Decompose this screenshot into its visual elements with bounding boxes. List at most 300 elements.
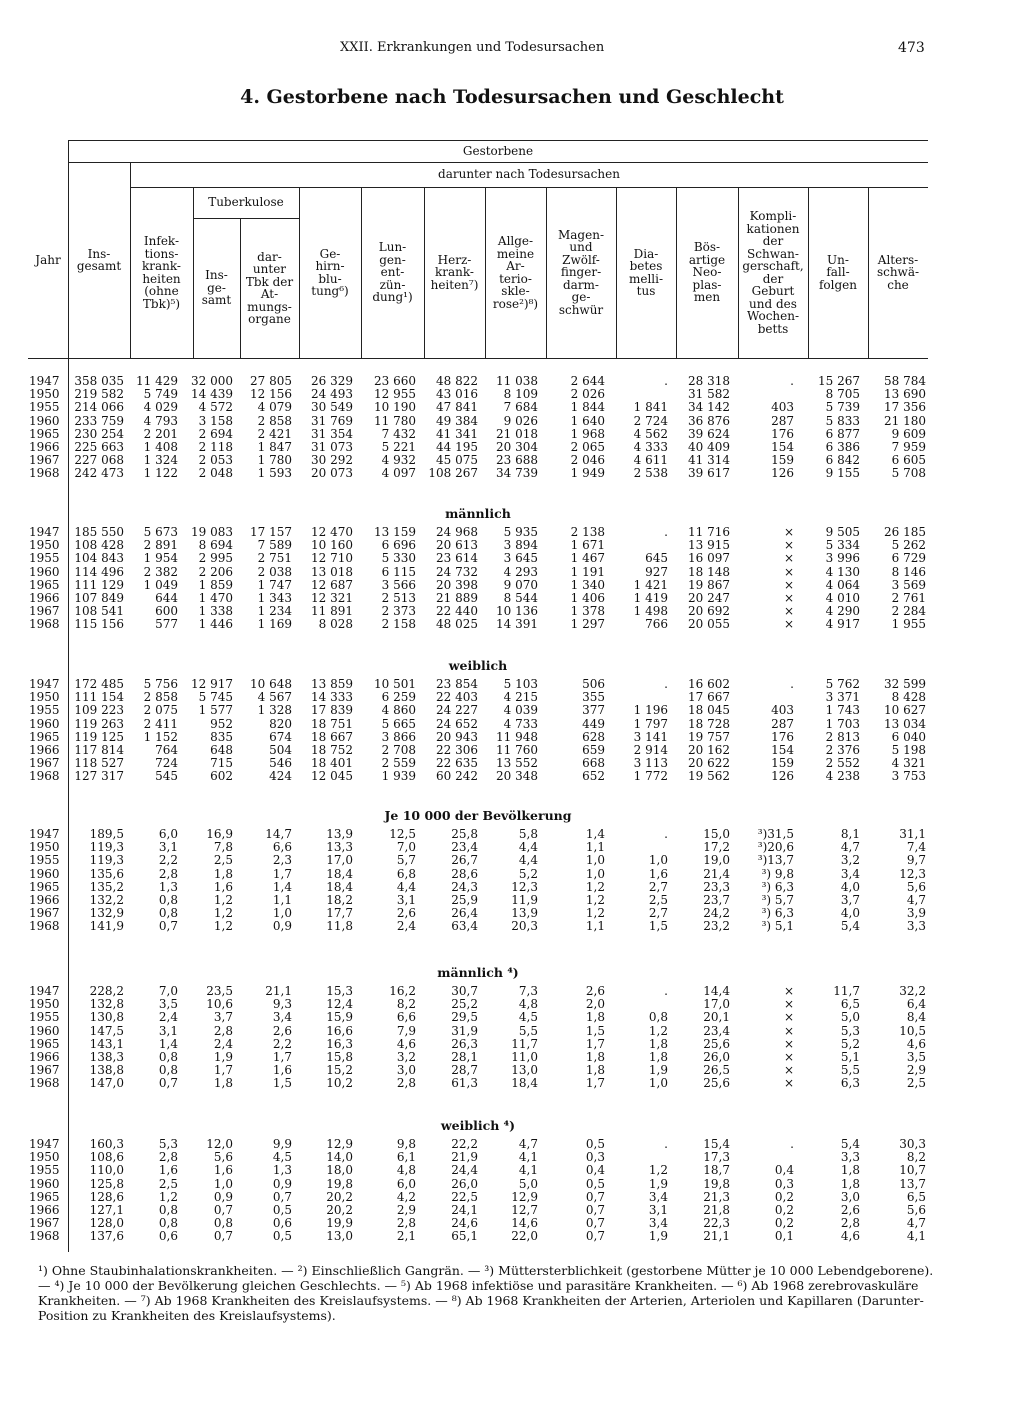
value-cell: 1,0 [213, 1176, 233, 1191]
value-cell: 2 158 [381, 617, 416, 632]
value-cell: 13 552 [496, 756, 538, 771]
value-cell: 8,2 [396, 997, 416, 1012]
value-cell: 403 [771, 400, 794, 415]
value-cell: 600 [155, 604, 178, 619]
value-cell: 1,8 [585, 1050, 605, 1064]
table-row [28, 1230, 928, 1242]
value-cell: 15,3 [326, 984, 353, 998]
value-cell: 6 729 [891, 551, 926, 566]
value-cell: 23,4 [703, 1023, 730, 1038]
footnotes: ¹) Ohne Staubinhalationskrankheiten. — ²) Einschließlich Gangrän. — ³) Müttersterblichkeit (gestorbene Mütter je 10 000 Lebendgeborene). — ⁴) Je 10 000 der Bevölkerung gleichen Geschlechts. — ⁵) Ab 1968 infektiöse und parasitäre Krankheiten. — ⁶) Ab 1968 zerebrovaskuläre Krankheiten. — ⁷) Ab 1968 Krankheiten des Kreislaufsystems. — ⁸) Ab 1968 Krankheiten der Arterien, Arteriolen und Kapillaren (Darunter-Position zu Krankheiten des Kreislaufsystems). [38, 1263, 934, 1323]
value-cell: 1 446 [198, 617, 233, 632]
value-cell: 22,5 [451, 1189, 478, 1204]
table-row [28, 467, 928, 479]
value-cell: 12,9 [326, 1137, 353, 1151]
value-cell: 40 409 [688, 440, 730, 454]
value-cell: × [783, 1063, 794, 1078]
value-cell: 2 858 [257, 413, 292, 428]
value-cell: 2,9 [396, 1203, 416, 1217]
table-row [28, 441, 928, 453]
value-cell: 6 115 [381, 564, 416, 579]
value-cell: 11 948 [496, 729, 538, 744]
section-label: weiblich [448, 658, 508, 673]
value-cell: 22 306 [436, 743, 478, 757]
section-label: Je 10 000 der Bevölkerung [384, 808, 572, 823]
value-cell: 11,0 [511, 1050, 538, 1064]
value-cell: 1 955 [891, 617, 926, 632]
value-cell: 135,2 [89, 879, 124, 894]
value-cell: 13,9 [511, 906, 538, 921]
value-cell: 48 025 [436, 617, 478, 632]
value-cell: 2 761 [891, 591, 926, 605]
year-cell: 1968 [29, 1076, 60, 1091]
value-cell: 44 195 [436, 440, 478, 454]
value-cell: 1 122 [143, 466, 178, 481]
value-cell: 724 [155, 756, 178, 771]
year-cell: 1965 [29, 1036, 60, 1051]
value-cell: 1,0 [648, 853, 668, 868]
value-cell: 2,8 [213, 1023, 233, 1038]
value-cell: 2,8 [158, 866, 178, 881]
value-cell: 233 759 [74, 413, 124, 428]
value-cell: 11 038 [496, 374, 538, 388]
table-row [28, 770, 928, 782]
value-cell: 172 485 [74, 677, 124, 691]
value-cell: 7 432 [381, 426, 416, 441]
value-cell: 6 605 [891, 453, 926, 468]
table-row [28, 375, 928, 387]
value-cell: 1,7 [272, 866, 292, 881]
value-cell: 8 544 [503, 591, 538, 605]
value-cell: 1,6 [213, 1163, 233, 1178]
value-cell: × [783, 997, 794, 1012]
value-cell: 6 259 [381, 690, 416, 705]
value-cell: 1,2 [585, 906, 605, 921]
value-cell: 5,5 [840, 1063, 860, 1078]
value-cell: 31 354 [311, 426, 353, 441]
value-cell: 12,3 [511, 879, 538, 894]
value-cell: 0,7 [158, 1076, 178, 1091]
value-cell: 2,1 [396, 1229, 416, 1244]
value-cell: 4 611 [633, 453, 668, 468]
value-cell: 17,0 [326, 853, 353, 868]
value-cell: 15,0 [703, 827, 730, 841]
value-cell: 128,0 [89, 1216, 124, 1231]
value-cell: 24,4 [451, 1163, 478, 1178]
value-cell: 577 [155, 617, 178, 632]
value-cell: 6,8 [396, 866, 416, 881]
value-cell: 12 045 [311, 769, 353, 784]
value-cell: 22 403 [436, 690, 478, 705]
value-cell: 1,4 [272, 879, 292, 894]
value-cell: 18,4 [326, 879, 353, 894]
value-cell: 132,2 [89, 893, 124, 907]
table-row [28, 1038, 928, 1050]
value-cell: × [783, 1023, 794, 1038]
value-cell: 20,2 [326, 1189, 353, 1204]
year-cell: 1950 [29, 997, 60, 1012]
value-cell: 3,9 [906, 906, 926, 921]
value-cell: 4 290 [825, 604, 860, 619]
table-row [28, 704, 928, 716]
value-cell: 189,5 [89, 827, 124, 841]
value-cell: 5 262 [891, 538, 926, 553]
value-cell: 3,1 [648, 1203, 668, 1217]
value-cell: 32 000 [191, 374, 233, 388]
value-cell: 2,6 [272, 1023, 292, 1038]
value-cell: 6,4 [906, 997, 926, 1012]
column-header: Bös- artige Neo- plas- men [688, 240, 726, 305]
value-cell: ³) 9,8 [761, 866, 794, 881]
value-cell: 1,6 [158, 1163, 178, 1178]
value-cell: 30,7 [451, 984, 478, 998]
value-cell: ³) 6,3 [761, 906, 794, 921]
value-cell: 30 292 [311, 453, 353, 468]
value-cell: 2 751 [257, 551, 292, 566]
table-row [28, 841, 928, 853]
value-cell: 952 [210, 716, 233, 731]
value-cell: 9,3 [272, 997, 292, 1012]
value-cell: 1,8 [648, 1050, 668, 1064]
value-cell: 3,1 [396, 893, 416, 907]
value-cell: 18 728 [688, 716, 730, 731]
table-row [28, 757, 928, 769]
value-cell: 1,8 [648, 1036, 668, 1051]
value-cell: 7 684 [503, 400, 538, 415]
value-cell: 24,3 [451, 879, 478, 894]
value-cell: 11,9 [511, 893, 538, 907]
value-cell: 23 854 [436, 677, 478, 691]
value-cell: 24 493 [311, 387, 353, 402]
value-cell: 130,8 [89, 1010, 124, 1025]
year-cell: 1965 [29, 426, 60, 441]
value-cell: 3,2 [396, 1050, 416, 1064]
value-cell: 6 386 [825, 440, 860, 454]
value-cell: 652 [582, 769, 605, 784]
value-cell: 1 408 [143, 440, 178, 454]
value-cell: 9 505 [825, 525, 860, 539]
value-cell: 1 743 [825, 703, 860, 718]
value-cell: 21,9 [451, 1150, 478, 1165]
year-cell: 1966 [29, 591, 60, 605]
column-header: Un- fall- folgen [818, 252, 857, 292]
value-cell: 10,5 [899, 1023, 926, 1038]
value-cell: 18,4 [326, 866, 353, 881]
value-cell: 24,1 [451, 1203, 478, 1217]
year-cell: 1968 [29, 919, 60, 934]
value-cell: 26,0 [451, 1176, 478, 1191]
value-cell: 766 [645, 617, 668, 632]
year-cell: 1966 [29, 1203, 60, 1217]
value-cell: 7,4 [906, 840, 926, 855]
column-header: Ins- gesamt [76, 246, 122, 273]
value-cell: 6 842 [825, 453, 860, 468]
table-row [28, 744, 928, 756]
value-cell: 12,3 [899, 866, 926, 881]
value-cell: 3,5 [158, 997, 178, 1012]
value-cell: 659 [582, 743, 605, 757]
value-cell: 22,0 [511, 1229, 538, 1244]
value-cell: 20 398 [436, 577, 478, 592]
value-cell: 1 049 [143, 577, 178, 592]
table-row [28, 718, 928, 730]
value-cell: 126 [771, 769, 794, 784]
value-cell: 1,9 [213, 1050, 233, 1064]
value-cell: 132,8 [89, 997, 124, 1012]
value-cell: 3 158 [198, 413, 233, 428]
value-cell: 5,3 [840, 1023, 860, 1038]
year-cell: 1950 [29, 1150, 60, 1165]
value-cell: 1,8 [213, 1076, 233, 1091]
year-cell: 1967 [29, 453, 60, 468]
value-cell: 15,2 [326, 1063, 353, 1078]
value-cell: 13 859 [311, 677, 353, 691]
table-row [28, 828, 928, 840]
value-cell: 119,3 [89, 853, 124, 868]
value-cell: 4 572 [198, 400, 233, 415]
value-cell: 36 876 [688, 413, 730, 428]
value-cell: 17 157 [250, 525, 292, 539]
value-cell: 19 867 [688, 577, 730, 592]
value-cell: 176 [771, 426, 794, 441]
value-cell: 19,8 [326, 1176, 353, 1191]
value-cell: 6,5 [840, 997, 860, 1012]
value-cell: 1,5 [272, 1076, 292, 1091]
value-cell: 2,7 [648, 906, 668, 921]
value-cell: 4 238 [825, 769, 860, 784]
value-cell: 18,4 [511, 1076, 538, 1091]
value-cell: 4,1 [906, 1229, 926, 1244]
value-cell: 2 724 [633, 413, 668, 428]
value-cell: 10 501 [374, 677, 416, 691]
value-cell: 1,5 [648, 919, 668, 934]
value-cell: 2,2 [158, 853, 178, 868]
value-cell: 3 566 [381, 577, 416, 592]
value-cell: 32,2 [899, 984, 926, 998]
value-cell: 128,6 [89, 1189, 124, 1204]
value-cell: 3 894 [503, 538, 538, 553]
value-cell: 8,1 [840, 827, 860, 841]
value-cell: 5 103 [503, 677, 538, 691]
value-cell: 4 793 [143, 413, 178, 428]
value-cell: . [664, 677, 668, 691]
table-row [28, 920, 928, 932]
value-cell: 9 070 [503, 577, 538, 592]
value-cell: 4,1 [518, 1163, 538, 1178]
value-cell: 3,1 [158, 1023, 178, 1038]
value-cell: 4,1 [518, 1150, 538, 1165]
value-cell: 19,8 [703, 1176, 730, 1191]
value-cell: 27 805 [250, 374, 292, 388]
value-cell: 19,9 [326, 1216, 353, 1231]
value-cell: 1 234 [257, 604, 292, 619]
value-cell: 2 201 [143, 426, 178, 441]
value-cell: 2,5 [906, 1076, 926, 1091]
value-cell: 14 439 [191, 387, 233, 402]
value-cell: 230 254 [74, 426, 124, 441]
value-cell: 1,8 [840, 1176, 860, 1191]
value-cell: 0,8 [158, 1203, 178, 1217]
value-cell: 5 665 [381, 716, 416, 731]
year-cell: 1955 [29, 703, 60, 718]
value-cell: 449 [582, 716, 605, 731]
table-row [28, 731, 928, 743]
value-cell: 1,7 [585, 1036, 605, 1051]
value-cell: ³)13,7 [757, 853, 794, 868]
year-cell: 1950 [29, 538, 60, 553]
value-cell: 1,2 [585, 893, 605, 907]
value-cell: 12,7 [511, 1203, 538, 1217]
value-cell: 0,7 [272, 1189, 292, 1204]
value-cell: 0,8 [158, 1063, 178, 1078]
value-cell: 377 [582, 703, 605, 718]
value-cell: 5 756 [143, 677, 178, 691]
value-cell: 12 470 [311, 525, 353, 539]
value-cell: 15,8 [326, 1050, 353, 1064]
section-label: weiblich ⁴) [440, 1118, 516, 1133]
value-cell: 403 [771, 703, 794, 718]
value-cell: 10 190 [374, 400, 416, 415]
table-row [28, 526, 928, 538]
value-cell: 24 968 [436, 525, 478, 539]
value-cell: 108,6 [89, 1150, 124, 1165]
value-cell: 13 915 [688, 538, 730, 553]
value-cell: 3,7 [213, 1010, 233, 1025]
value-cell: 1 841 [633, 400, 668, 415]
value-cell: 11 716 [688, 525, 730, 539]
value-cell: 24,6 [451, 1216, 478, 1231]
table-row [28, 894, 928, 906]
value-cell: 7,0 [396, 840, 416, 855]
value-cell: 28 318 [688, 374, 730, 388]
value-cell: 18 751 [311, 716, 353, 731]
value-cell: × [783, 591, 794, 605]
value-cell: 31 073 [311, 440, 353, 454]
value-cell: 47 841 [436, 400, 478, 415]
value-cell: 506 [582, 677, 605, 691]
value-cell: 5,2 [518, 866, 538, 881]
value-cell: 1 939 [381, 769, 416, 784]
value-cell: × [783, 577, 794, 592]
value-cell: 39 617 [688, 466, 730, 481]
value-cell: 119 263 [74, 716, 124, 731]
value-cell: 3,0 [396, 1063, 416, 1078]
table-row [28, 618, 928, 630]
value-cell: × [783, 525, 794, 539]
value-cell: 2,5 [158, 1176, 178, 1191]
value-cell: 10 627 [884, 703, 926, 718]
value-cell: 17,3 [703, 1150, 730, 1165]
value-cell: 1 847 [257, 440, 292, 454]
value-cell: 1,2 [213, 919, 233, 934]
value-cell: 24 732 [436, 564, 478, 579]
value-cell: 1,6 [213, 879, 233, 894]
value-cell: 138,8 [89, 1063, 124, 1078]
table-row [28, 539, 928, 551]
value-cell: 1 343 [257, 591, 292, 605]
value-cell: 4 064 [825, 577, 860, 592]
value-cell: 2 138 [570, 525, 605, 539]
value-cell: 0,8 [158, 893, 178, 907]
value-cell: 22 440 [436, 604, 478, 619]
value-cell: 1,8 [840, 1163, 860, 1178]
value-cell: 132,9 [89, 906, 124, 921]
year-cell: 1950 [29, 690, 60, 705]
year-cell: 1960 [29, 1023, 60, 1038]
value-cell: 1 844 [570, 400, 605, 415]
value-cell: 18 148 [688, 564, 730, 579]
value-cell: 22,3 [703, 1216, 730, 1231]
value-cell: 0,3 [585, 1150, 605, 1165]
value-cell: 1,0 [648, 1076, 668, 1091]
value-cell: 108 541 [74, 604, 124, 619]
value-cell: 16,9 [206, 827, 233, 841]
value-cell: 26,7 [451, 853, 478, 868]
column-header: Infek- tions- krank- heiten (ohne Tbk)⁵) [141, 234, 181, 311]
value-cell: 21 180 [884, 413, 926, 428]
table-row [28, 592, 928, 604]
value-cell: 6,1 [396, 1150, 416, 1165]
table-row [28, 401, 928, 413]
value-cell: 2 382 [143, 564, 178, 579]
page-title: 4. Gestorbene nach Todesursachen und Geschlecht [240, 86, 784, 108]
value-cell: 65,1 [451, 1229, 478, 1244]
value-cell: 154 [771, 440, 794, 454]
value-cell: 3,4 [272, 1010, 292, 1025]
value-cell: 0,5 [272, 1229, 292, 1244]
value-cell: 31,9 [451, 1023, 478, 1038]
table-row [28, 868, 928, 880]
value-cell: . [790, 1137, 794, 1151]
value-cell: 34 142 [688, 400, 730, 415]
value-cell: 61,3 [451, 1076, 478, 1091]
value-cell: 3 569 [891, 577, 926, 592]
value-cell: 13,7 [899, 1176, 926, 1191]
value-cell: 3,3 [840, 1150, 860, 1165]
value-cell: 0,8 [158, 1216, 178, 1231]
value-cell: 1,5 [585, 1023, 605, 1038]
value-cell: 9 155 [825, 466, 860, 481]
value-cell: 8 028 [318, 617, 353, 632]
value-cell: 1,2 [585, 879, 605, 894]
value-cell: 20,1 [703, 1010, 730, 1025]
value-cell: 9 609 [891, 426, 926, 441]
value-cell: 25,2 [451, 997, 478, 1012]
value-cell: 24 652 [436, 716, 478, 731]
value-cell: 4,6 [396, 1036, 416, 1051]
value-cell: 4,7 [906, 893, 926, 907]
value-cell: 0,4 [774, 1163, 794, 1178]
value-cell: 2 858 [143, 690, 178, 705]
value-cell: 5 762 [825, 677, 860, 691]
value-cell: 5 935 [503, 525, 538, 539]
value-cell: 110,0 [89, 1163, 124, 1178]
value-cell: 5,7 [396, 853, 416, 868]
value-cell: 4 932 [381, 453, 416, 468]
value-cell: 8 428 [891, 690, 926, 705]
value-cell: 127 317 [74, 769, 124, 784]
value-cell: 3,5 [906, 1050, 926, 1064]
value-cell: × [783, 551, 794, 566]
value-cell: 1,3 [158, 879, 178, 894]
value-cell: 4 917 [825, 617, 860, 632]
value-cell: 1 577 [198, 703, 233, 718]
value-cell: 5,1 [840, 1050, 860, 1064]
value-cell: 1,0 [585, 866, 605, 881]
value-cell: 20 247 [688, 591, 730, 605]
table-row [28, 881, 928, 893]
value-cell: 2,8 [158, 1150, 178, 1165]
